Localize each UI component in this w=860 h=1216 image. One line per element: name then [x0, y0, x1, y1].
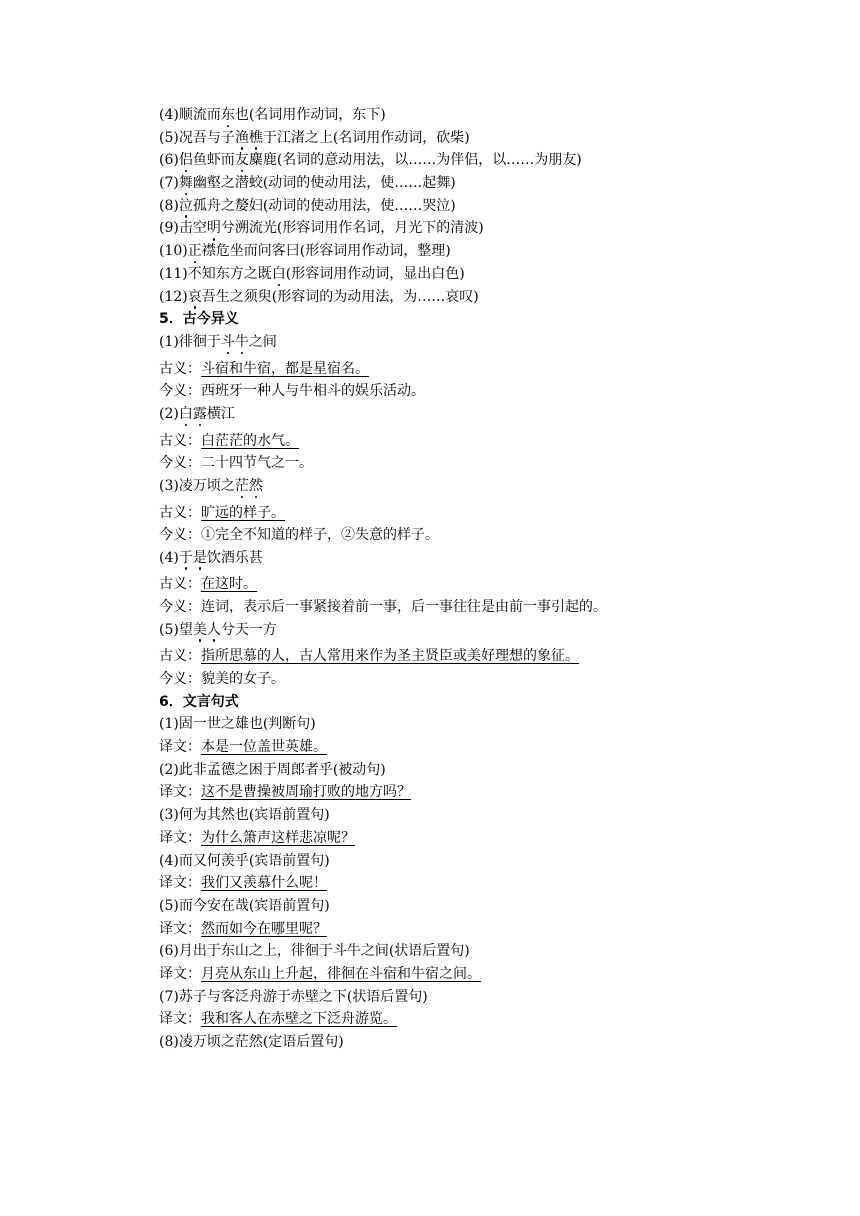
emphasis-char: 明 — [207, 217, 221, 240]
emphasis-char: 是 — [193, 547, 207, 570]
emphasis-char: 侣 — [179, 149, 193, 172]
section-heading: 6．文言句式 — [159, 693, 239, 710]
usage-item: (7)舞幽壑之潜蛟(动词的使动用法，使……起舞) — [159, 172, 759, 195]
emphasis-char: 白 — [272, 263, 286, 286]
translation: 译文：这不是曹操被周瑜打败的地方吗？ — [159, 784, 411, 801]
usage-item: (8)泣孤舟之嫠妇(动词的使动用法，使……哭泣) — [159, 195, 759, 218]
answer-text: 为什么箫声这样悲凉呢？ — [201, 829, 355, 846]
sentence-pattern: (6)月出于东山之上，徘徊于斗牛之间(状语后置句) — [159, 943, 470, 960]
sentence-pattern: (3)何为其然也(宾语前置句) — [159, 807, 330, 824]
translation: 译文：为什么箫声这样悲凉呢？ — [159, 829, 355, 846]
sentence-pattern: (1)固一世之雄也(判断句) — [159, 716, 316, 733]
emphasis-char: 正 — [188, 240, 202, 263]
emphasis-char: 樵 — [249, 127, 263, 150]
sentence-pattern: (4)而又何羡乎(宾语前置句) — [159, 852, 330, 869]
section-heading: 5．古今异义 — [159, 311, 239, 328]
ancient-meaning: 古义：白茫茫的水气。 — [159, 432, 299, 449]
example-sentence: (4)于是饮酒乐甚 — [159, 547, 759, 570]
emphasis-char: 友 — [235, 149, 249, 172]
emphasis-char: 东 — [221, 104, 235, 127]
emphasis-char: 渔 — [235, 127, 249, 150]
usage-item: (6)侣鱼虾而友麋鹿(名词的意动用法，以……为伴侣，以……为朋友) — [159, 149, 759, 172]
answer-text: 指所思慕的人，古人常用来作为圣主贤臣或美好理想的象征。 — [201, 648, 579, 665]
answer-text: 本是一位盖世英雄。 — [201, 739, 327, 756]
answer-text: 旷远的样子。 — [201, 504, 285, 521]
ancient-meaning: 古义：指所思慕的人，古人常用来作为圣主贤臣或美好理想的象征。 — [159, 648, 579, 665]
emphasis-char: 白 — [179, 403, 193, 426]
sentence-pattern: (2)此非孟德之困于周郎者乎(被动句) — [159, 761, 386, 778]
answer-text: 月亮从东山上升起，徘徊在斗宿和牛宿之间。 — [201, 965, 481, 982]
answer-text: 然而如今在哪里呢？ — [201, 920, 327, 937]
sentence-pattern: (8)凌万顷之茫然(定语后置句) — [159, 1034, 344, 1051]
modern-meaning: 今义：①完全不知道的样子，②失意的样子。 — [159, 527, 439, 544]
sentence-pattern: (7)苏子与客泛舟游于赤壁之下(状语后置句) — [159, 988, 428, 1005]
answer-text: 我和客人在赤壁之下泛舟游览。 — [201, 1011, 397, 1028]
usage-item: (10)正襟危坐而问客曰(形容词用作动词，整理) — [159, 240, 759, 263]
translation: 译文：我们又羡慕什么呢！ — [159, 875, 327, 892]
emphasis-char: 美 — [193, 619, 207, 642]
example-sentence: (3)凌万顷之茫然 — [159, 475, 759, 498]
modern-meaning: 今义：貌美的女子。 — [159, 671, 285, 688]
emphasis-char: 哀 — [188, 286, 202, 309]
emphasis-char: 泣 — [179, 195, 193, 218]
ancient-meaning: 古义：斗宿和牛宿，都是星宿名。 — [159, 360, 369, 377]
modern-meaning: 今义：西班牙一种人与牛相斗的娱乐活动。 — [159, 383, 425, 400]
usage-item: (4)顺流而东也(名词用作动词，东下) — [159, 104, 759, 127]
example-sentence: (1)徘徊于斗牛之间 — [159, 331, 759, 354]
usage-item: (12)哀吾生之须臾(形容词的为动用法，为……哀叹) — [159, 286, 759, 309]
example-sentence: (5)望美人兮天一方 — [159, 619, 759, 642]
ancient-meaning: 古义：在这时。 — [159, 576, 257, 593]
emphasis-char: 牛 — [235, 331, 249, 354]
answer-text: 这不是曹操被周瑜打败的地方吗？ — [201, 784, 411, 801]
answer-text: 在这时。 — [201, 576, 257, 593]
example-sentence: (2)白露横江 — [159, 403, 759, 426]
translation: 译文：我和客人在赤壁之下泛舟游览。 — [159, 1011, 397, 1028]
usage-item: (11)不知东方之既白(形容词用作动词，显出白色) — [159, 263, 759, 286]
document-page — [159, 104, 759, 1054]
emphasis-char: 舞 — [179, 172, 193, 195]
usage-item: (9)击空明兮溯流光(形容词用作名词，月光下的清波) — [159, 217, 759, 240]
emphasis-char: 然 — [249, 475, 263, 498]
translation: 译文：月亮从东山上升起，徘徊在斗宿和牛宿之间。 — [159, 965, 481, 982]
modern-meaning: 今义：二十四节气之一。 — [159, 455, 313, 472]
emphasis-char: 人 — [207, 619, 221, 642]
translation: 译文：然而如今在哪里呢？ — [159, 920, 327, 937]
ancient-meaning: 古义：旷远的样子。 — [159, 504, 285, 521]
emphasis-char: 斗 — [221, 331, 235, 354]
translation: 译文：本是一位盖世英雄。 — [159, 739, 327, 756]
modern-meaning: 今义：连词，表示后一事紧接着前一事，后一事往往是由前一事引起的。 — [159, 599, 607, 616]
emphasis-char: 露 — [193, 403, 207, 426]
emphasis-char: 于 — [179, 547, 193, 570]
answer-text: 斗宿和牛宿，都是星宿名。 — [201, 360, 369, 377]
usage-item: (5)况吾与子渔樵于江渚之上(名词用作动词，砍柴) — [159, 127, 759, 150]
answer-text: 我们又羡慕什么呢！ — [201, 875, 327, 892]
sentence-pattern: (5)而今安在哉(宾语前置句) — [159, 897, 330, 914]
emphasis-char: 茫 — [235, 475, 249, 498]
answer-text: 白茫茫的水气。 — [201, 432, 299, 449]
